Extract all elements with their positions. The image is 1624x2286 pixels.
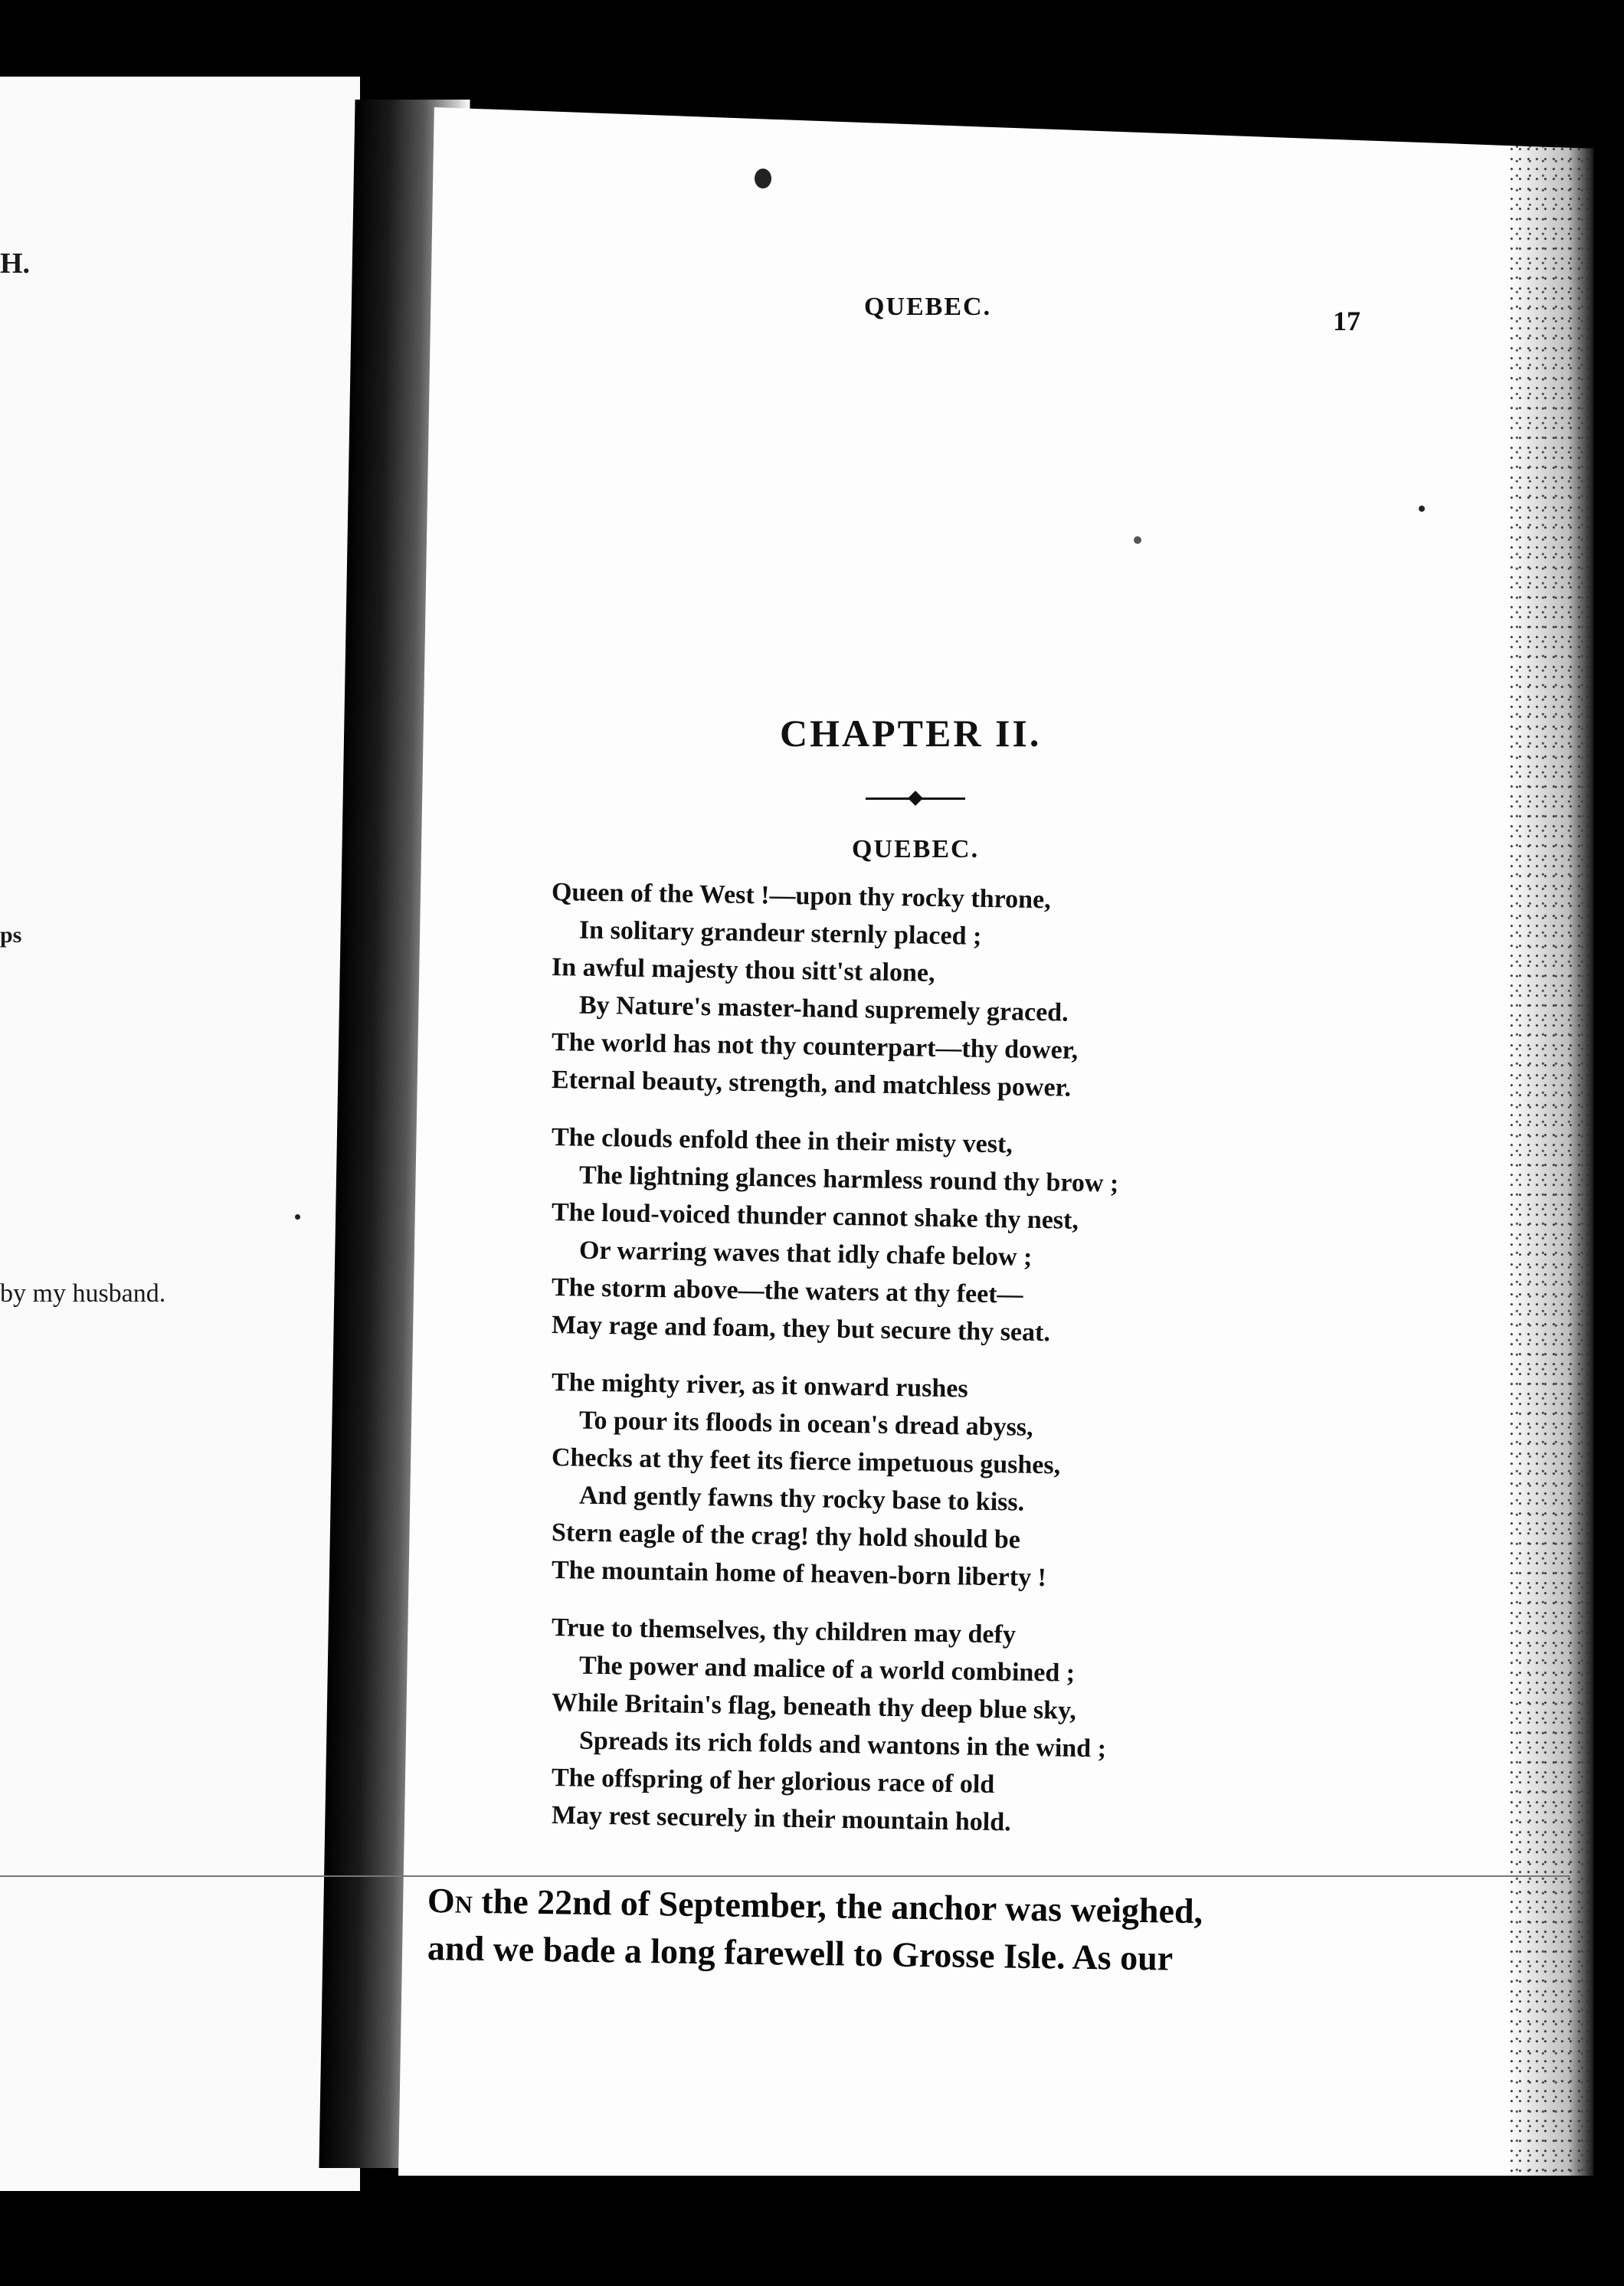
prose-line: and we bade a long farewell to Grosse Isle. As our	[427, 1928, 1174, 1978]
poem-line: The loud-voiced thunder cannot shake thy nest,	[551, 1198, 1079, 1235]
poem-line: True to themselves, thy children may defy	[551, 1613, 1017, 1649]
poem-stanza	[551, 1118, 1241, 1348]
page-number: 17	[1333, 306, 1360, 336]
poem-line: Checks at thy feet its fierce impetuous gushes,	[551, 1443, 1061, 1480]
poem-line: The storm above—the waters at thy feet—	[551, 1273, 1023, 1309]
left-page-fragment-text: by my husband.	[0, 1279, 166, 1308]
poem-line: The lightning glances harmless round thy brow ;	[578, 1161, 1119, 1198]
poem	[552, 873, 1241, 1854]
poem-stanza	[551, 873, 1241, 1102]
ink-speck	[1419, 506, 1425, 512]
left-page-fragment-text: ps	[0, 922, 22, 948]
poem-line: Queen of the West !—upon thy rocky throne,	[551, 878, 1051, 915]
poem-line: May rage and foam, they but secure thy seat.	[551, 1311, 1051, 1348]
ink-speck	[755, 169, 771, 188]
poem-line: Spreads its rich folds and wantons in the wind ;	[578, 1726, 1107, 1764]
chapter-title: CHAPTER II.	[780, 712, 1042, 755]
ink-speck	[1134, 536, 1141, 544]
poem-stanza	[551, 1364, 1241, 1593]
poem-line: Eternal beauty, strength, and matchless power.	[551, 1066, 1072, 1102]
poem-title: QUEBEC.	[852, 835, 980, 863]
poem-line: To pour its floods in ocean's dread abyss,	[578, 1406, 1033, 1442]
poem-line: Or warring waves that idly chafe below ;	[578, 1236, 1033, 1272]
prose-lead-word: On	[427, 1881, 473, 1921]
left-page-fragment-header: H.	[0, 247, 31, 280]
prose-paragraph	[427, 1877, 1347, 1978]
poem-line: By Nature's master-hand supremely graced.	[578, 991, 1069, 1027]
running-head-title: QUEBEC.	[864, 293, 992, 321]
poem-line: Stern eagle of the crag! thy hold should be	[551, 1518, 1021, 1554]
poem-line: May rest securely in their mountain hold.	[551, 1801, 1011, 1837]
page-edge-speckle	[1509, 107, 1593, 2176]
poem-line: The clouds enfold thee in their misty vest,	[551, 1123, 1013, 1159]
ink-speck	[295, 1214, 300, 1220]
poem-line: The world has not thy counterpart—thy dower,	[551, 1028, 1079, 1065]
poem-line: While Britain's flag, beneath thy deep blue sky,	[551, 1688, 1077, 1725]
poem-line: The mighty river, as it onward rushes	[551, 1368, 968, 1403]
prose-line-text: the 22nd of September, the anchor was weighed,	[472, 1881, 1203, 1931]
poem-line: In solitary grandeur sternly placed ;	[578, 915, 982, 951]
left-page	[0, 77, 360, 2191]
poem-line: The offspring of her glorious race of old	[551, 1764, 995, 1800]
poem-line: The power and malice of a world combined ;	[578, 1651, 1076, 1688]
poem-line: The mountain home of heaven-born liberty !	[551, 1556, 1047, 1593]
poem-stanza	[551, 1609, 1241, 1837]
poem-line: And gently fawns thy rocky base to kiss.	[578, 1481, 1025, 1517]
chapter-ornament	[866, 791, 965, 806]
poem-line: In awful majesty thou sitt'st alone,	[551, 953, 935, 987]
